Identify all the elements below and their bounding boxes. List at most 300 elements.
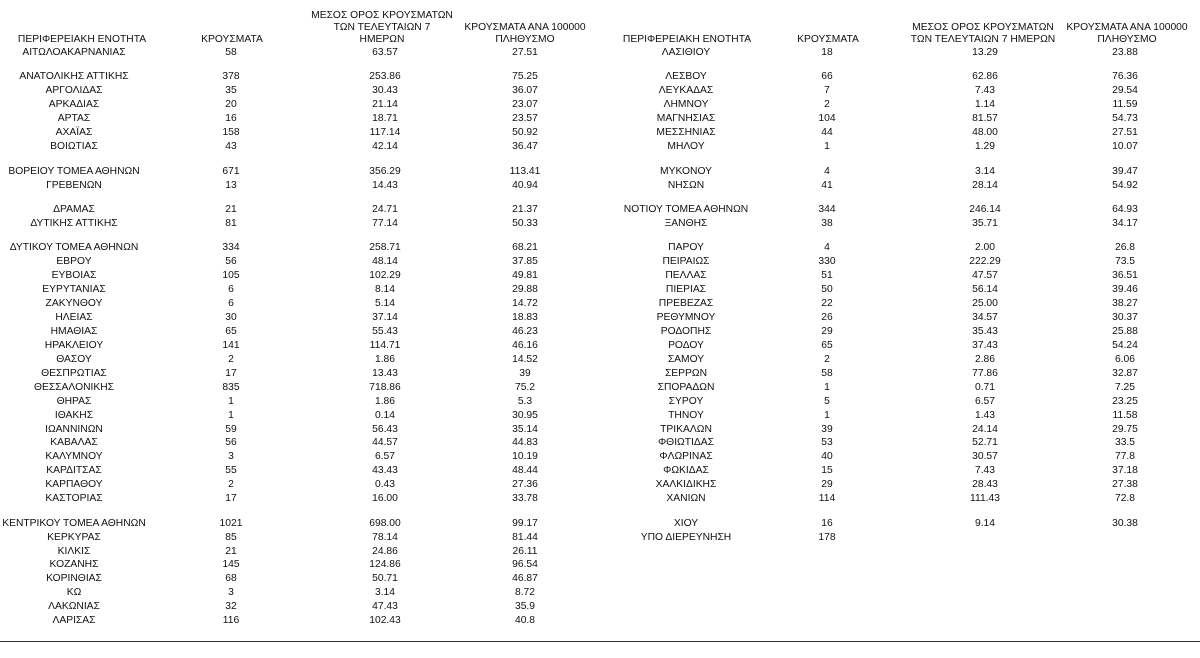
avg7-cell: 56.14 bbox=[972, 284, 998, 296]
table-row bbox=[0, 464, 600, 478]
per100k-cell: 36.47 bbox=[512, 141, 538, 153]
avg7-cell: 42.14 bbox=[372, 141, 398, 153]
region-cell: ΑΡΤΑΣ bbox=[57, 113, 91, 125]
per100k-cell: 34.17 bbox=[1112, 217, 1138, 229]
region-cell: ΣΠΟΡΑΔΩΝ bbox=[657, 381, 715, 393]
per100k-cell: 99.17 bbox=[512, 517, 538, 529]
table-row bbox=[0, 450, 600, 464]
cases-cell: 56 bbox=[225, 437, 237, 449]
bottom-rule bbox=[0, 641, 1200, 642]
per100k-cell: 35.9 bbox=[514, 601, 536, 613]
avg7-cell: 48.00 bbox=[972, 127, 998, 139]
table-row bbox=[0, 339, 600, 353]
region-cell: ΛΑΣΙΘΙΟΥ bbox=[661, 47, 711, 58]
avg7-cell: 50.71 bbox=[372, 573, 398, 585]
header-per100k: ΚΡΟΥΣΜΑΤΑ ΑΝΑ 100000 ΠΛΗΘΥΣΜΟ bbox=[464, 22, 586, 45]
avg7-cell: 0.71 bbox=[974, 381, 996, 393]
table-row bbox=[0, 600, 600, 614]
region-cell: ΧΙΟΥ bbox=[673, 517, 699, 529]
per100k-cell: 54.24 bbox=[1112, 339, 1138, 351]
cases-cell: 1 bbox=[824, 409, 830, 421]
table-row bbox=[600, 517, 1200, 531]
table-row bbox=[0, 367, 600, 381]
cases-cell: 6 bbox=[228, 284, 234, 296]
region-cell: ΗΜΑΘΙΑΣ bbox=[50, 325, 98, 337]
table-row bbox=[0, 140, 600, 154]
table-row bbox=[600, 409, 1200, 423]
table-row bbox=[600, 126, 1200, 140]
per100k-cell: 30.38 bbox=[1112, 517, 1138, 529]
region-cell: ΡΟΔΟΥ bbox=[668, 339, 704, 351]
avg7-cell: 48.14 bbox=[372, 256, 398, 268]
per100k-cell: 37.85 bbox=[512, 256, 538, 268]
region-cell: ΣΥΡΟΥ bbox=[668, 395, 704, 407]
per100k-cell: 27.51 bbox=[1112, 127, 1138, 139]
per100k-cell: 37.18 bbox=[1112, 465, 1138, 477]
per100k-cell: 75.25 bbox=[512, 71, 538, 83]
cases-cell: 104 bbox=[818, 113, 836, 125]
table-row bbox=[0, 353, 600, 367]
cases-cell: 5 bbox=[824, 395, 830, 407]
region-cell: ΜΗΛΟΥ bbox=[667, 141, 705, 153]
per100k-cell: 44.83 bbox=[512, 437, 538, 449]
avg7-cell: 34.57 bbox=[972, 312, 998, 323]
cases-cell: 16 bbox=[225, 113, 237, 125]
per100k-cell: 54.73 bbox=[1112, 113, 1138, 125]
cases-cell: 41 bbox=[821, 179, 833, 191]
per100k-cell: 8.72 bbox=[514, 587, 536, 599]
table-row bbox=[0, 545, 600, 559]
table-row bbox=[600, 492, 1200, 506]
cases-cell: 40 bbox=[821, 451, 833, 463]
region-cell: ΘΕΣΣΑΛΟΝΙΚΗΣ bbox=[33, 381, 115, 393]
table-row bbox=[600, 531, 1200, 545]
cases-cell: 59 bbox=[225, 423, 237, 435]
region-cell: ΑΝΑΤΟΛΙΚΗΣ ΑΤΤΙΚΗΣ bbox=[19, 71, 129, 83]
table-row bbox=[0, 241, 600, 255]
region-cell: ΞΑΝΘΗΣ bbox=[664, 217, 708, 229]
header-region: ΠΕΡΙΦΕΡΕΙΑΚΗ ΕΝΟΤΗΤΑ bbox=[17, 34, 147, 45]
per100k-cell: 23.25 bbox=[1112, 395, 1138, 407]
table-row bbox=[600, 84, 1200, 98]
avg7-cell: 3.14 bbox=[374, 587, 396, 599]
cases-cell: 17 bbox=[225, 367, 237, 379]
per100k-cell: 35.14 bbox=[512, 423, 538, 435]
region-cell: ΠΡΕΒΕΖΑΣ bbox=[658, 298, 714, 310]
region-cell: ΛΕΣΒΟΥ bbox=[665, 71, 707, 83]
avg7-cell: 1.43 bbox=[974, 409, 996, 421]
avg7-cell: 7.43 bbox=[974, 85, 996, 97]
avg7-cell: 102.29 bbox=[369, 270, 401, 282]
table-row bbox=[600, 395, 1200, 409]
region-cell: ΑΡΓΟΛΙΔΑΣ bbox=[45, 85, 103, 97]
avg7-cell: 24.14 bbox=[972, 423, 998, 435]
table-row bbox=[0, 436, 600, 450]
cases-cell: 50 bbox=[821, 284, 833, 296]
avg7-cell: 47.43 bbox=[372, 601, 398, 613]
table-row bbox=[600, 140, 1200, 154]
region-cell: ΓΡΕΒΕΝΩΝ bbox=[46, 179, 102, 191]
cases-cell: 158 bbox=[222, 127, 240, 139]
avg7-cell: 0.14 bbox=[374, 409, 396, 421]
table-row bbox=[0, 586, 600, 600]
avg7-cell: 24.71 bbox=[372, 203, 398, 215]
per100k-cell: 38.27 bbox=[1112, 298, 1138, 310]
cases-cell: 20 bbox=[225, 99, 237, 111]
per100k-cell: 33.78 bbox=[512, 493, 538, 505]
avg7-cell: 47.57 bbox=[972, 270, 998, 282]
avg7-cell: 2.00 bbox=[974, 242, 996, 254]
table-row bbox=[0, 126, 600, 140]
table-row bbox=[600, 423, 1200, 437]
region-cell: ΦΛΩΡΙΝΑΣ bbox=[659, 451, 713, 463]
per100k-cell: 10.19 bbox=[512, 451, 538, 463]
per100k-cell: 75.2 bbox=[514, 381, 536, 393]
table-row bbox=[0, 179, 600, 193]
per100k-cell: 39.47 bbox=[1112, 165, 1138, 177]
avg7-cell: 28.43 bbox=[972, 479, 998, 491]
cases-cell: 4 bbox=[824, 242, 830, 254]
avg7-cell: 7.43 bbox=[974, 465, 996, 477]
avg7-cell: 1.14 bbox=[974, 99, 996, 111]
cases-cell: 2 bbox=[824, 353, 830, 365]
table-row bbox=[0, 112, 600, 126]
avg7-cell: 13.29 bbox=[972, 47, 998, 58]
region-cell: ΠΕΙΡΑΙΩΣ bbox=[662, 256, 710, 268]
avg7-cell: 3.14 bbox=[974, 165, 996, 177]
region-cell: ΑΙΤΩΛΟΑΚΑΡΝΑΝΙΑΣ bbox=[22, 47, 126, 58]
table-row bbox=[600, 297, 1200, 311]
per100k-cell: 23.57 bbox=[512, 113, 538, 125]
table-row bbox=[600, 165, 1200, 179]
region-cell: ΑΡΚΑΔΙΑΣ bbox=[48, 99, 100, 111]
region-cell: ΖΑΚΥΝΘΟΥ bbox=[45, 298, 103, 310]
cases-cell: 29 bbox=[821, 325, 833, 337]
cases-cell: 58 bbox=[821, 367, 833, 379]
table-row bbox=[0, 395, 600, 409]
avg7-cell: 718.86 bbox=[369, 381, 401, 393]
region-cell: ΚΟΡΙΝΘΙΑΣ bbox=[46, 573, 102, 585]
per100k-cell: 29.54 bbox=[1112, 85, 1138, 97]
avg7-cell: 30.43 bbox=[372, 85, 398, 97]
region-cell: ΛΑΚΩΝΙΑΣ bbox=[48, 601, 100, 613]
region-cell: ΘΗΡΑΣ bbox=[56, 395, 92, 407]
region-cell: ΠΙΕΡΙΑΣ bbox=[665, 284, 707, 296]
avg7-cell: 35.43 bbox=[972, 325, 998, 337]
cases-cell: 2 bbox=[228, 353, 234, 365]
region-cell: ΧΑΝΙΩΝ bbox=[666, 493, 706, 505]
region-cell: ΚΩ bbox=[66, 587, 82, 599]
region-cell: ΚΕΝΤΡΙΚΟΥ ΤΟΜΕΑ ΑΘΗΝΩΝ bbox=[2, 517, 146, 529]
cases-cell: 85 bbox=[225, 531, 237, 543]
per100k-cell: 40.8 bbox=[514, 615, 536, 627]
cases-cell: 1 bbox=[824, 381, 830, 393]
table-row bbox=[600, 46, 1200, 60]
cases-cell: 114 bbox=[818, 493, 836, 505]
table-row bbox=[0, 492, 600, 506]
cases-cell: 26 bbox=[821, 312, 833, 323]
region-cell: ΣΑΜΟΥ bbox=[667, 353, 705, 365]
table-row bbox=[600, 353, 1200, 367]
region-cell: ΘΑΣΟΥ bbox=[56, 353, 92, 365]
per100k-cell: 64.93 bbox=[1112, 203, 1138, 215]
cases-cell: 344 bbox=[818, 203, 836, 215]
cases-cell: 1 bbox=[228, 395, 234, 407]
region-cell: ΒΟΙΩΤΙΑΣ bbox=[50, 141, 98, 153]
avg7-cell: 1.29 bbox=[974, 141, 996, 153]
avg7-cell: 44.57 bbox=[372, 437, 398, 449]
per100k-cell: 14.52 bbox=[512, 353, 538, 365]
table-row bbox=[600, 478, 1200, 492]
right-table-header bbox=[600, 0, 1200, 46]
region-cell: ΔΥΤΙΚΟΥ ΤΟΜΕΑ ΑΘΗΝΩΝ bbox=[9, 242, 139, 254]
region-cell: ΠΕΛΛΑΣ bbox=[665, 270, 707, 282]
left-table-header bbox=[0, 0, 600, 46]
table-row bbox=[0, 381, 600, 395]
avg7-cell: 1.86 bbox=[374, 353, 396, 365]
cases-cell: 81 bbox=[225, 217, 237, 229]
cases-cell: 51 bbox=[821, 270, 833, 282]
per100k-cell: 54.92 bbox=[1112, 179, 1138, 191]
table-row bbox=[0, 255, 600, 269]
header-avg7: ΜΕΣΟΣ ΟΡΟΣ ΚΡΟΥΣΜΑΤΩΝ ΤΩΝ ΤΕΛΕΥΤΑΙΩΝ 7 ΗΜΕΡΩΝ bbox=[311, 10, 453, 45]
avg7-cell: 43.43 bbox=[372, 465, 398, 477]
region-cell: ΛΑΡΙΣΑΣ bbox=[52, 615, 96, 627]
region-cell: ΑΧΑΪΑΣ bbox=[55, 127, 93, 139]
right-table bbox=[600, 0, 1200, 545]
avg7-cell: 6.57 bbox=[374, 451, 396, 463]
per100k-cell: 77.8 bbox=[1114, 451, 1136, 463]
table-row bbox=[0, 517, 600, 531]
avg7-cell: 77.86 bbox=[972, 367, 998, 379]
table-row bbox=[0, 269, 600, 283]
per100k-cell: 18.83 bbox=[512, 312, 538, 323]
region-cell: ΚΕΡΚΥΡΑΣ bbox=[47, 531, 101, 543]
avg7-cell: 9.14 bbox=[974, 517, 996, 529]
cases-cell: 141 bbox=[222, 339, 240, 351]
region-cell: ΚΟΖΑΝΗΣ bbox=[49, 559, 99, 571]
cases-cell: 16 bbox=[821, 517, 833, 529]
cases-cell: 32 bbox=[225, 601, 237, 613]
region-cell: ΙΩΑΝΝΙΝΩΝ bbox=[45, 423, 103, 435]
table-row bbox=[0, 614, 600, 628]
avg7-cell: 14.43 bbox=[372, 179, 398, 191]
avg7-cell: 102.43 bbox=[369, 615, 401, 627]
region-cell: ΡΟΔΟΠΗΣ bbox=[660, 325, 712, 337]
avg7-cell: 24.86 bbox=[372, 545, 398, 557]
avg7-cell: 111.43 bbox=[970, 493, 1000, 505]
table-row bbox=[0, 325, 600, 339]
cases-cell: 116 bbox=[222, 615, 240, 627]
region-cell: ΦΩΚΙΔΑΣ bbox=[663, 465, 709, 477]
region-cell: ΕΥΒΟΙΑΣ bbox=[51, 270, 97, 282]
avg7-cell: 55.43 bbox=[372, 325, 398, 337]
table-row bbox=[0, 409, 600, 423]
table-row bbox=[600, 367, 1200, 381]
region-cell: ΛΗΜΝΟΥ bbox=[663, 99, 709, 111]
table-row bbox=[600, 269, 1200, 283]
cases-cell: 2 bbox=[824, 99, 830, 111]
table-row bbox=[600, 98, 1200, 112]
table-row bbox=[0, 46, 600, 60]
cases-cell: 68 bbox=[225, 573, 237, 585]
table-row bbox=[600, 450, 1200, 464]
cases-cell: 66 bbox=[821, 71, 833, 83]
per100k-cell: 5.3 bbox=[517, 395, 533, 407]
region-cell: ΥΠΟ ΔΙΕΡΕΥΝΗΣΗ bbox=[640, 531, 732, 543]
table-row bbox=[600, 283, 1200, 297]
per100k-cell: 76.36 bbox=[1112, 71, 1138, 83]
avg7-cell: 30.57 bbox=[972, 451, 998, 463]
table-row bbox=[0, 217, 600, 231]
avg7-cell: 2.86 bbox=[974, 353, 996, 365]
per100k-cell: 29.75 bbox=[1112, 423, 1138, 435]
avg7-cell: 37.14 bbox=[372, 312, 398, 323]
region-cell: ΤΡΙΚΑΛΩΝ bbox=[660, 423, 712, 435]
left-table-body bbox=[0, 46, 600, 628]
per100k-cell: 32.87 bbox=[1112, 367, 1138, 379]
cases-cell: 38 bbox=[821, 217, 833, 229]
region-cell: ΗΛΕΙΑΣ bbox=[55, 312, 93, 323]
cases-cell: 671 bbox=[222, 165, 240, 177]
per100k-cell: 33.5 bbox=[1114, 437, 1136, 449]
avg7-cell: 18.71 bbox=[372, 113, 398, 125]
per100k-cell: 50.33 bbox=[512, 217, 538, 229]
avg7-cell: 258.71 bbox=[369, 242, 401, 254]
avg7-cell: 25.00 bbox=[972, 298, 998, 310]
left-table bbox=[0, 0, 600, 628]
header-per100k: ΚΡΟΥΣΜΑΤΑ ΑΝΑ 100000 ΠΛΗΘΥΣΜΟ bbox=[1066, 22, 1188, 45]
per100k-cell: 6.06 bbox=[1114, 353, 1136, 365]
cases-cell: 15 bbox=[821, 465, 833, 477]
table-row bbox=[600, 464, 1200, 478]
table-row bbox=[600, 311, 1200, 325]
per100k-cell: 29.88 bbox=[512, 284, 538, 296]
per100k-cell: 48.44 bbox=[512, 465, 538, 477]
region-cell: ΜΕΣΣΗΝΙΑΣ bbox=[656, 127, 716, 139]
per100k-cell: 46.87 bbox=[512, 573, 538, 585]
region-cell: ΒΟΡΕΙΟΥ ΤΟΜΕΑ ΑΘΗΝΩΝ bbox=[8, 165, 140, 177]
per100k-cell: 96.54 bbox=[512, 559, 538, 571]
table-row bbox=[600, 70, 1200, 84]
cases-cell: 35 bbox=[225, 85, 237, 97]
table-row bbox=[0, 84, 600, 98]
avg7-cell: 77.14 bbox=[372, 217, 398, 229]
region-cell: ΜΥΚΟΝΟΥ bbox=[660, 165, 712, 177]
table-row bbox=[600, 241, 1200, 255]
table-row bbox=[0, 558, 600, 572]
region-cell: ΙΘΑΚΗΣ bbox=[54, 409, 94, 421]
cases-cell: 44 bbox=[821, 127, 833, 139]
avg7-cell: 37.43 bbox=[972, 339, 998, 351]
avg7-cell: 117.14 bbox=[369, 127, 401, 139]
table-row bbox=[600, 381, 1200, 395]
avg7-cell: 81.57 bbox=[972, 113, 998, 125]
avg7-cell: 21.14 bbox=[372, 99, 398, 111]
per100k-cell: 10.07 bbox=[1112, 141, 1138, 153]
region-cell: ΚΑΛΥΜΝΟΥ bbox=[45, 451, 103, 463]
per100k-cell: 39.46 bbox=[1112, 284, 1138, 296]
cases-cell: 30 bbox=[225, 312, 237, 323]
per100k-cell: 11.58 bbox=[1112, 409, 1138, 421]
region-cell: ΡΕΘΥΜΝΟΥ bbox=[656, 312, 716, 323]
avg7-cell: 114.71 bbox=[369, 339, 401, 351]
table-row bbox=[600, 325, 1200, 339]
cases-cell: 145 bbox=[222, 559, 240, 571]
cases-cell: 65 bbox=[225, 325, 237, 337]
region-cell: ΣΕΡΡΩΝ bbox=[664, 367, 708, 379]
cases-cell: 1021 bbox=[219, 517, 243, 529]
avg7-cell: 63.57 bbox=[372, 47, 398, 58]
region-cell: ΔΥΤΙΚΗΣ ΑΤΤΙΚΗΣ bbox=[30, 217, 118, 229]
cases-cell: 330 bbox=[818, 256, 836, 268]
header-cases: ΚΡΟΥΣΜΑΤΑ bbox=[797, 34, 859, 45]
table-row bbox=[0, 203, 600, 217]
region-cell: ΕΒΡΟΥ bbox=[56, 256, 92, 268]
per100k-cell: 72.8 bbox=[1114, 493, 1136, 505]
table-row bbox=[600, 179, 1200, 193]
region-cell: ΚΙΛΚΙΣ bbox=[57, 545, 91, 557]
avg7-cell: 698.00 bbox=[369, 517, 401, 529]
per100k-cell: 113.41 bbox=[509, 165, 541, 177]
right-table-body bbox=[600, 46, 1200, 545]
region-cell: ΕΥΡΥΤΑΝΙΑΣ bbox=[42, 284, 106, 296]
per100k-cell: 39 bbox=[519, 367, 531, 379]
per100k-cell: 27.51 bbox=[512, 47, 538, 58]
per100k-cell: 26.8 bbox=[1114, 242, 1136, 254]
cases-cell: 334 bbox=[222, 242, 240, 254]
table-row bbox=[600, 339, 1200, 353]
cases-cell: 835 bbox=[222, 381, 240, 393]
table-row bbox=[0, 572, 600, 586]
table-row bbox=[0, 311, 600, 325]
table-row bbox=[0, 165, 600, 179]
region-cell: ΦΘΙΩΤΙΔΑΣ bbox=[657, 437, 715, 449]
cases-cell: 4 bbox=[824, 165, 830, 177]
avg7-cell: 8.14 bbox=[374, 284, 396, 296]
avg7-cell: 246.14 bbox=[969, 203, 1001, 215]
region-cell: ΚΑΒΑΛΑΣ bbox=[50, 437, 98, 449]
cases-cell: 21 bbox=[225, 545, 237, 557]
region-cell: ΛΕΥΚΑΔΑΣ bbox=[658, 85, 714, 97]
region-cell: ΝΟΤΙΟΥ ΤΟΜΕΑ ΑΘΗΝΩΝ bbox=[623, 203, 749, 215]
region-cell: ΧΑΛΚΙΔΙΚΗΣ bbox=[655, 479, 717, 491]
per100k-cell: 11.59 bbox=[1112, 99, 1138, 111]
per100k-cell: 81.44 bbox=[512, 531, 538, 543]
region-cell: ΗΡΑΚΛΕΙΟΥ bbox=[44, 339, 104, 351]
per100k-cell: 68.21 bbox=[512, 242, 538, 254]
cases-cell: 22 bbox=[821, 298, 833, 310]
per100k-cell: 7.25 bbox=[1114, 381, 1136, 393]
table-row bbox=[0, 70, 600, 84]
cases-cell: 53 bbox=[821, 437, 833, 449]
header-avg7: ΜΕΣΟΣ ΟΡΟΣ ΚΡΟΥΣΜΑΤΩΝ ΤΩΝ ΤΕΛΕΥΤΑΙΩΝ 7 ΗΜΕΡΩΝ bbox=[910, 22, 1056, 45]
avg7-cell: 13.43 bbox=[372, 367, 398, 379]
region-cell: ΚΑΣΤΟΡΙΑΣ bbox=[45, 493, 103, 505]
cases-cell: 378 bbox=[222, 71, 240, 83]
table-row bbox=[600, 436, 1200, 450]
table-row bbox=[0, 531, 600, 545]
avg7-cell: 6.57 bbox=[974, 395, 996, 407]
cases-cell: 56 bbox=[225, 256, 237, 268]
table-row bbox=[600, 112, 1200, 126]
per100k-cell: 46.23 bbox=[512, 325, 538, 337]
per100k-cell: 30.37 bbox=[1112, 312, 1138, 323]
cases-cell: 7 bbox=[824, 85, 830, 97]
per100k-cell: 40.94 bbox=[512, 179, 538, 191]
avg7-cell: 78.14 bbox=[372, 531, 398, 543]
cases-cell: 105 bbox=[222, 270, 240, 282]
